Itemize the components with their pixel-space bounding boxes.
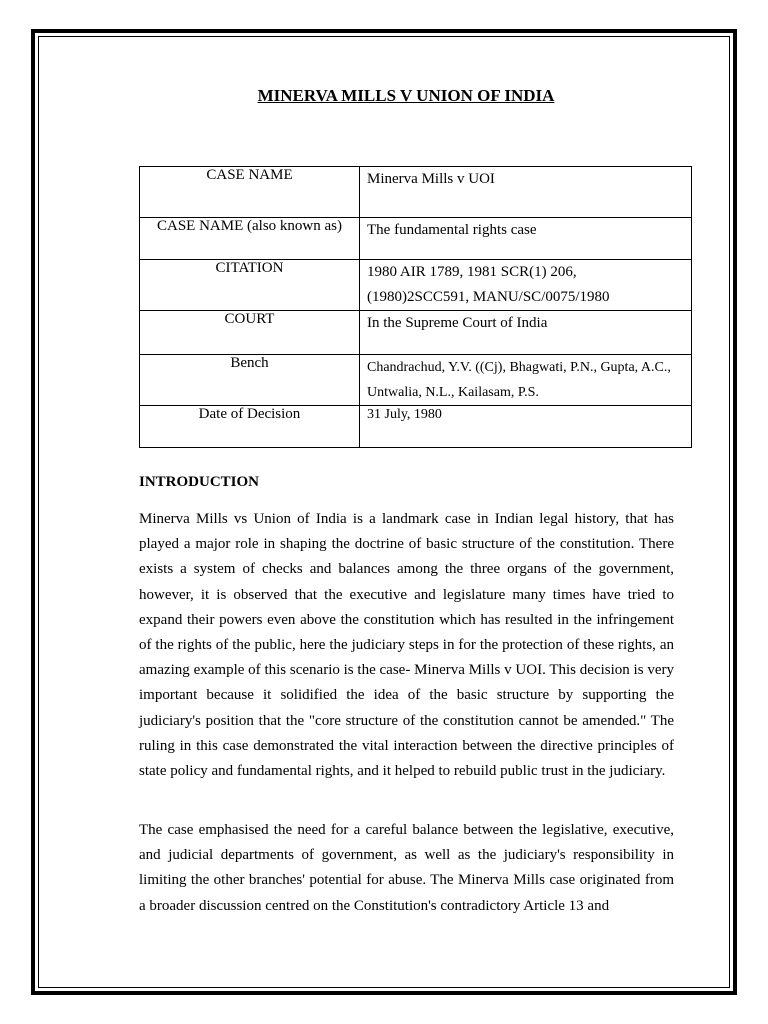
section-heading-introduction: INTRODUCTION	[139, 474, 260, 490]
row-value: 31 July, 1980	[360, 406, 692, 448]
row-value: In the Supreme Court of India	[360, 311, 692, 355]
table-row	[140, 355, 692, 406]
table-row	[140, 260, 692, 311]
table-row	[140, 311, 692, 355]
body-paragraph: Minerva Mills vs Union of India is a landmark case in Indian legal history, that has played a major role in shaping the doctrine of basic structure of the constitution. There exists a system of checks and balances among the three organs of the government, however, it is observed that the executive and legislature many times have tried to expand their powers even above the constitution which has resulted in the infringement of the rights of the public, here the judiciary steps in for the protection of these rights, an amazing example of this scenario is the case- Minerva Mills v UOI. This decision is very important because it solidified the idea of the basic structure by supporting the judiciary's position that the "core structure of the constitution cannot be amended." The ruling in this case demonstrated the vital interaction between the directive principles of state policy and fundamental rights, and it helped to rebuild public trust in the judiciary.	[139, 511, 674, 780]
case-details-table	[139, 166, 692, 448]
row-label: Bench	[140, 355, 360, 406]
body-paragraph: The case emphasised the need for a careful balance between the legislative, executive, and judicial departments of government, as well as the judiciary's responsibility in limiting the other branches' potential for abuse. The Minerva Mills case originated from a broader discussion centred on the Constitution's contradictory Article 13 and	[139, 822, 674, 914]
row-value: 1980 AIR 1789, 1981 SCR(1) 206, (1980)2SCC591, MANU/SC/0075/1980	[360, 260, 692, 311]
row-label: CITATION	[140, 260, 360, 311]
table-row	[140, 218, 692, 260]
row-label: CASE NAME (also known as)	[140, 218, 360, 260]
document-title: MINERVA MILLS V UNION OF INDIA	[257, 86, 555, 105]
row-value: The fundamental rights case	[360, 218, 692, 260]
row-value: Chandrachud, Y.V. ((Cj), Bhagwati, P.N., Gupta, A.C., Untwalia, N.L., Kailasam, P.S.	[360, 355, 692, 406]
table-row	[140, 167, 692, 218]
table-row	[140, 406, 692, 448]
row-label: CASE NAME	[140, 167, 360, 218]
row-label: Date of Decision	[140, 406, 360, 448]
row-value: Minerva Mills v UOI	[360, 167, 692, 218]
row-label: COURT	[140, 311, 360, 355]
